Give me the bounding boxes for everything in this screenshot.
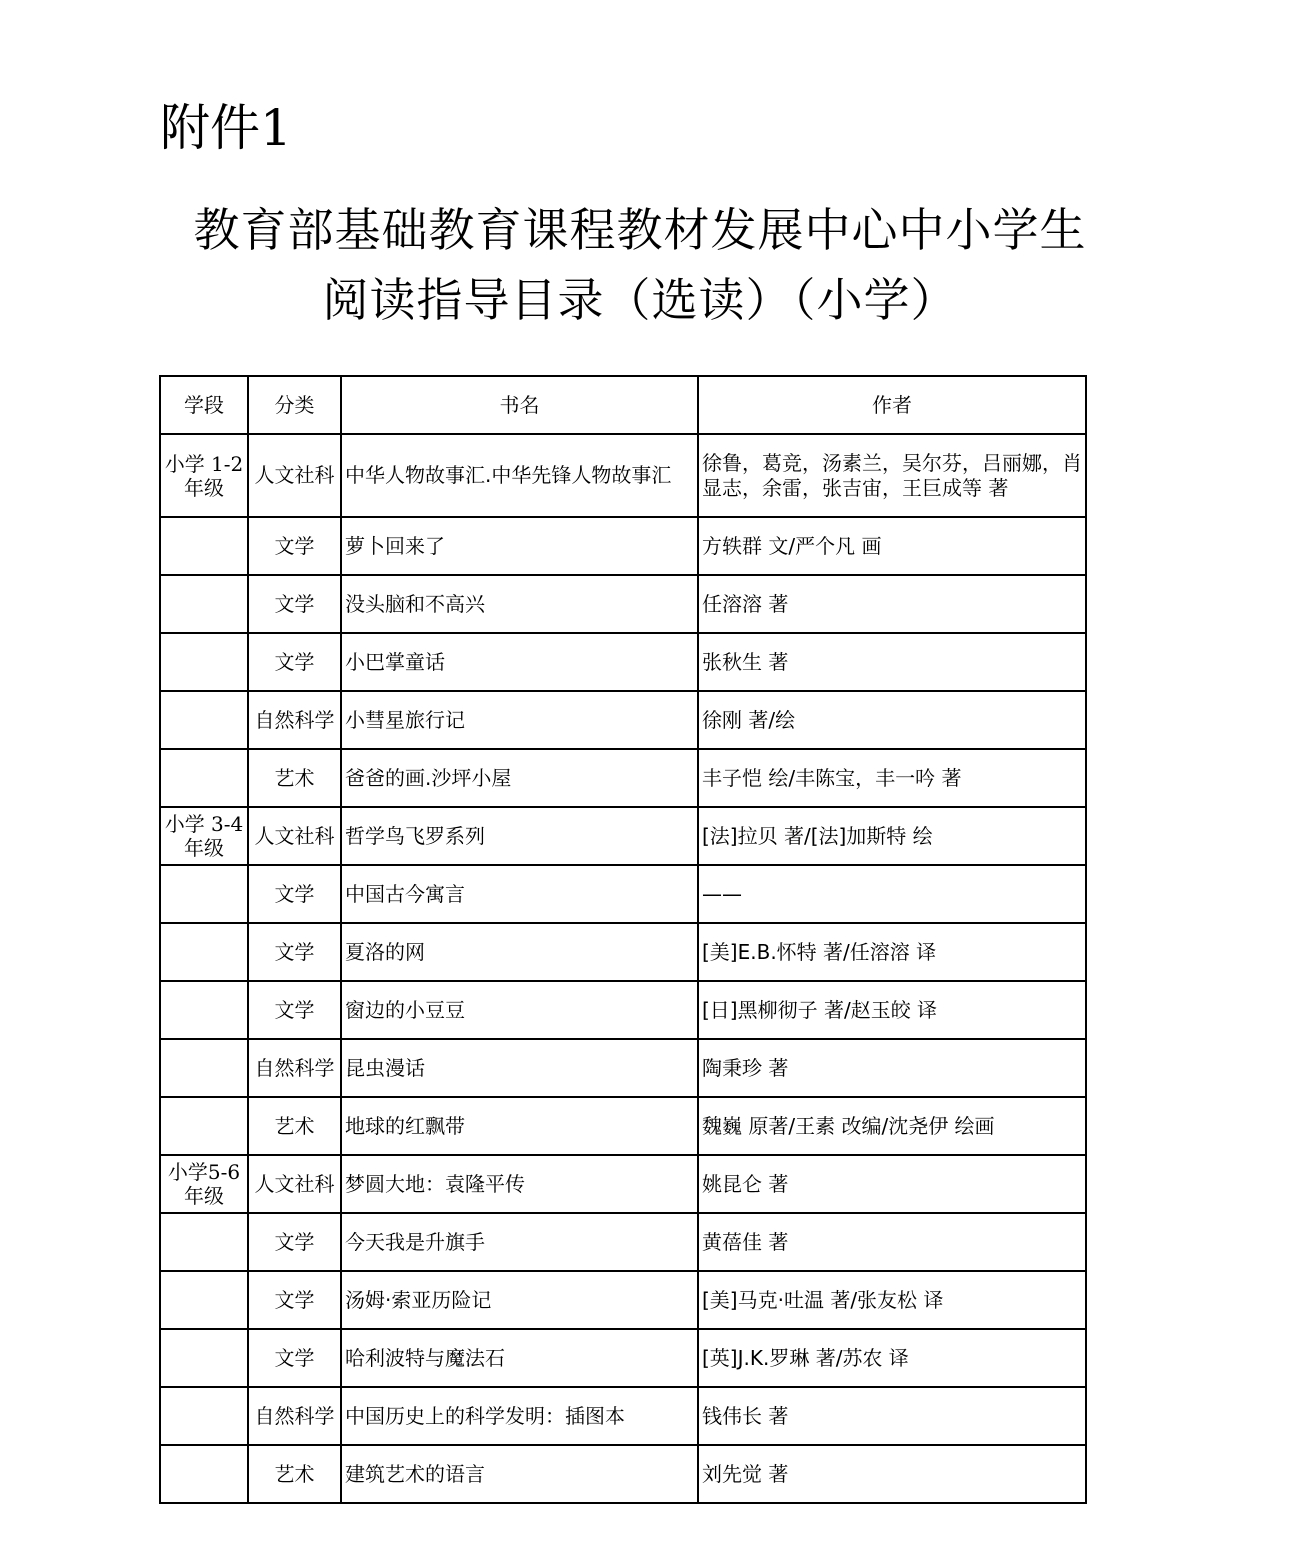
cell-author: 刘先觉 著 bbox=[698, 1445, 1086, 1503]
table-row bbox=[160, 575, 1086, 633]
cell-category: 人文社科 bbox=[248, 1155, 341, 1213]
table-row bbox=[160, 923, 1086, 981]
cell-stage bbox=[160, 517, 248, 575]
cell-author: [美]马克·吐温 著/张友松 译 bbox=[698, 1271, 1086, 1329]
cell-book: 夏洛的网 bbox=[341, 923, 698, 981]
cell-book: 地球的红飘带 bbox=[341, 1097, 698, 1155]
table-row bbox=[160, 749, 1086, 807]
cell-stage bbox=[160, 1271, 248, 1329]
cell-stage bbox=[160, 1213, 248, 1271]
cell-stage bbox=[160, 1329, 248, 1387]
cell-author: 张秋生 著 bbox=[698, 633, 1086, 691]
table-header-row bbox=[160, 376, 1086, 434]
cell-category: 自然科学 bbox=[248, 691, 341, 749]
cell-book: 哈利波特与魔法石 bbox=[341, 1329, 698, 1387]
cell-book: 小彗星旅行记 bbox=[341, 691, 698, 749]
cell-category: 文学 bbox=[248, 1271, 341, 1329]
cell-author: 陶秉珍 著 bbox=[698, 1039, 1086, 1097]
cell-category: 文学 bbox=[248, 923, 341, 981]
table-row bbox=[160, 1445, 1086, 1503]
cell-stage bbox=[160, 1097, 248, 1155]
cell-author: 徐刚 著/绘 bbox=[698, 691, 1086, 749]
cell-author: 黄蓓佳 著 bbox=[698, 1213, 1086, 1271]
cell-stage bbox=[160, 575, 248, 633]
annex-label: 附件1 bbox=[160, 99, 292, 157]
table-row bbox=[160, 1213, 1086, 1271]
cell-book: 今天我是升旗手 bbox=[341, 1213, 698, 1271]
document-title-line2: 阅读指导目录（选读）（小学） bbox=[322, 273, 958, 327]
cell-category: 艺术 bbox=[248, 1097, 341, 1155]
cell-stage bbox=[160, 1039, 248, 1097]
cell-book: 没头脑和不高兴 bbox=[341, 575, 698, 633]
cell-stage bbox=[160, 749, 248, 807]
table-row bbox=[160, 1271, 1086, 1329]
table-row bbox=[160, 1039, 1086, 1097]
cell-author: —— bbox=[698, 865, 1086, 923]
cell-stage bbox=[160, 923, 248, 981]
cell-category: 文学 bbox=[248, 517, 341, 575]
header-book: 书名 bbox=[341, 376, 698, 434]
cell-book: 哲学鸟飞罗系列 bbox=[341, 807, 698, 865]
table-row bbox=[160, 517, 1086, 575]
cell-book: 中国历史上的科学发明：插图本 bbox=[341, 1387, 698, 1445]
cell-book: 小巴掌童话 bbox=[341, 633, 698, 691]
table-row bbox=[160, 807, 1086, 865]
cell-book: 中华人物故事汇.中华先锋人物故事汇 bbox=[341, 434, 698, 517]
cell-category: 文学 bbox=[248, 575, 341, 633]
table-row bbox=[160, 865, 1086, 923]
cell-category: 文学 bbox=[248, 1329, 341, 1387]
cell-stage bbox=[160, 1445, 248, 1503]
cell-author: [法]拉贝 著/[法]加斯特 绘 bbox=[698, 807, 1086, 865]
cell-book: 昆虫漫话 bbox=[341, 1039, 698, 1097]
cell-category: 文学 bbox=[248, 981, 341, 1039]
cell-book: 萝卜回来了 bbox=[341, 517, 698, 575]
cell-stage bbox=[160, 691, 248, 749]
cell-category: 人文社科 bbox=[248, 434, 341, 517]
cell-category: 文学 bbox=[248, 633, 341, 691]
reading-list-table bbox=[159, 375, 1087, 1504]
cell-book: 建筑艺术的语言 bbox=[341, 1445, 698, 1503]
cell-author: 任溶溶 著 bbox=[698, 575, 1086, 633]
header-stage: 学段 bbox=[160, 376, 248, 434]
cell-stage bbox=[160, 1387, 248, 1445]
cell-author: [英]J.K.罗琳 著/苏农 译 bbox=[698, 1329, 1086, 1387]
cell-category: 人文社科 bbox=[248, 807, 341, 865]
cell-book: 窗边的小豆豆 bbox=[341, 981, 698, 1039]
table-row bbox=[160, 981, 1086, 1039]
cell-author: 钱伟长 著 bbox=[698, 1387, 1086, 1445]
cell-stage: 小学 1-2 年级 bbox=[160, 434, 248, 517]
cell-author: 徐鲁，葛竞，汤素兰，吴尔芬，吕丽娜，肖显志，余雷，张吉宙，王巨成等 著 bbox=[698, 434, 1086, 517]
cell-book: 汤姆·索亚历险记 bbox=[341, 1271, 698, 1329]
cell-author: 姚昆仑 著 bbox=[698, 1155, 1086, 1213]
cell-stage bbox=[160, 865, 248, 923]
cell-stage: 小学5-6 年级 bbox=[160, 1155, 248, 1213]
cell-category: 艺术 bbox=[248, 749, 341, 807]
cell-stage bbox=[160, 981, 248, 1039]
cell-author: 丰子恺 绘/丰陈宝，丰一吟 著 bbox=[698, 749, 1086, 807]
cell-stage bbox=[160, 633, 248, 691]
cell-category: 自然科学 bbox=[248, 1387, 341, 1445]
cell-book: 爸爸的画.沙坪小屋 bbox=[341, 749, 698, 807]
cell-category: 文学 bbox=[248, 865, 341, 923]
cell-author: [美]E.B.怀特 著/任溶溶 译 bbox=[698, 923, 1086, 981]
cell-book: 梦圆大地：袁隆平传 bbox=[341, 1155, 698, 1213]
document-title-line1: 教育部基础教育课程教材发展中心中小学生 bbox=[193, 203, 1087, 257]
table-row bbox=[160, 1155, 1086, 1213]
cell-book: 中国古今寓言 bbox=[341, 865, 698, 923]
table-row bbox=[160, 633, 1086, 691]
cell-category: 艺术 bbox=[248, 1445, 341, 1503]
header-category: 分类 bbox=[248, 376, 341, 434]
table-row bbox=[160, 1387, 1086, 1445]
header-author: 作者 bbox=[698, 376, 1086, 434]
table-row bbox=[160, 691, 1086, 749]
cell-author: 魏巍 原著/王素 改编/沈尧伊 绘画 bbox=[698, 1097, 1086, 1155]
cell-category: 文学 bbox=[248, 1213, 341, 1271]
table-row bbox=[160, 1097, 1086, 1155]
cell-category: 自然科学 bbox=[248, 1039, 341, 1097]
cell-author: 方轶群 文/严个凡 画 bbox=[698, 517, 1086, 575]
cell-author: [日]黑柳彻子 著/赵玉皎 译 bbox=[698, 981, 1086, 1039]
table-row bbox=[160, 434, 1086, 517]
cell-stage: 小学 3-4 年级 bbox=[160, 807, 248, 865]
table-row bbox=[160, 1329, 1086, 1387]
